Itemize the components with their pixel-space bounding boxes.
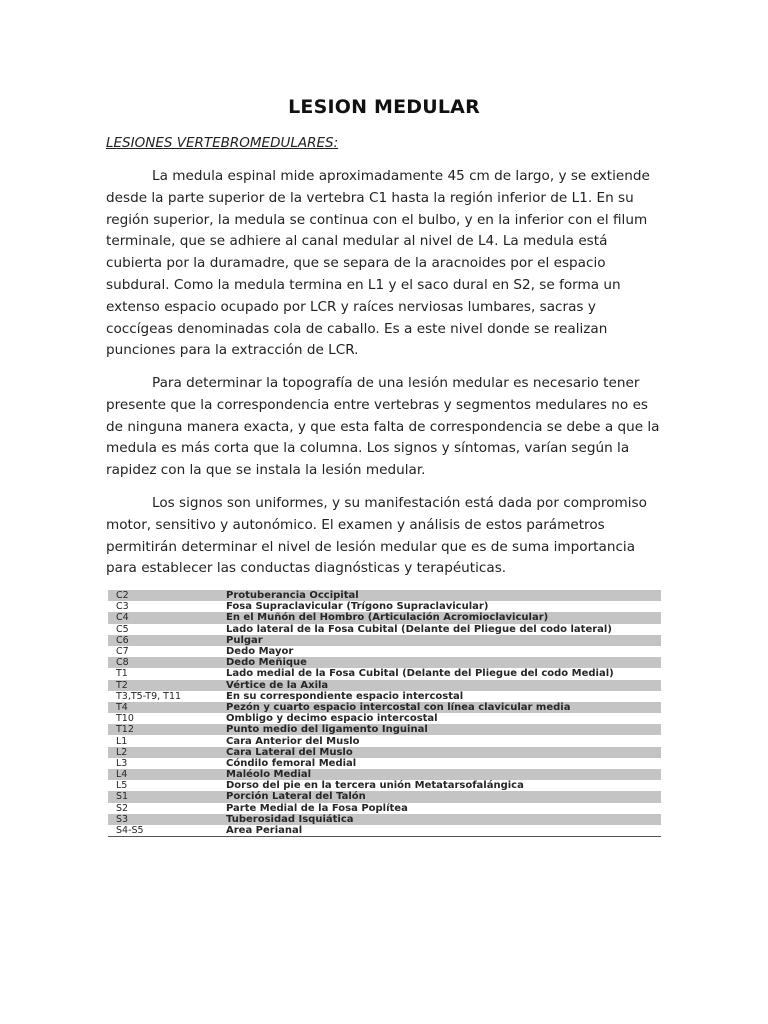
segment-cell: T10: [108, 713, 220, 724]
table-row: [108, 713, 661, 724]
table-row: [108, 803, 661, 814]
page-title: LESION MEDULAR: [288, 96, 480, 118]
landmark-cell: Porción Lateral del Talón: [220, 791, 661, 802]
table-row: [108, 735, 661, 746]
table-row: [108, 758, 661, 769]
segment-cell: C2: [108, 590, 220, 601]
landmark-cell: Protuberancia Occipital: [220, 590, 661, 601]
landmark-cell: Ombligo y decimo espacio intercostal: [220, 713, 661, 724]
segment-cell: C4: [108, 612, 220, 623]
landmark-cell: En el Muñón del Hombro (Articulación Acromioclavicular): [220, 612, 661, 623]
landmark-cell: Vértice de la Axila: [220, 680, 661, 691]
landmark-cell: Área Perianal: [220, 825, 661, 837]
segment-cell: T12: [108, 724, 220, 735]
landmark-cell: Lado lateral de la Fosa Cubital (Delante del Pliegue del codo lateral): [220, 624, 661, 635]
segment-cell: L5: [108, 780, 220, 791]
segment-cell: C7: [108, 646, 220, 657]
landmark-cell: Pezón y cuarto espacio intercostal con línea clavicular media: [220, 702, 661, 713]
table-row: [108, 691, 661, 702]
segment-cell: S2: [108, 803, 220, 814]
paragraph-1: La medula espinal mide aproximadamente 45 cm de largo, y se extiende desde la parte superior de la vertebra C1 hasta la región inferior de L1. En su región superior, la medula se continua con el bulbo, y en la inferior con el filum terminale, que se adhiere al canal medular al nivel de L4. La medula está cubierta por la duramadre, que se separa de la aracnoides por el espacio subdural. Como la medula termina en L1 y el saco dural en S2, se forma un extenso espacio ocupado por LCR y raíces nerviosas lumbares, sacras y coccígeas denominadas cola de caballo. Es a este nivel donde se realizan punciones para la extracción de LCR.: [106, 168, 650, 359]
segment-cell: T4: [108, 702, 220, 713]
landmark-cell: Maléolo Medial: [220, 769, 661, 780]
table-row: [108, 791, 661, 802]
table-row: [108, 814, 661, 825]
segment-cell: C3: [108, 601, 220, 612]
segment-cell: C5: [108, 624, 220, 635]
paragraph-3: Los signos son uniformes, y su manifestación está dada por compromiso motor, sensitivo y autonómico. El examen y análisis de estos parámetros permitirán determinar el nivel de lesión medular que es de suma importancia para establecer las conductas diagnósticas y terapéuticas.: [106, 495, 647, 577]
table-row: [108, 724, 661, 735]
table-row: [108, 657, 661, 668]
segment-cell: L1: [108, 735, 220, 746]
landmark-cell: Pulgar: [220, 635, 661, 646]
segment-cell: C8: [108, 657, 220, 668]
table-row: [108, 590, 661, 601]
segment-cell: L2: [108, 747, 220, 758]
landmark-cell: Cara Lateral del Muslo: [220, 747, 661, 758]
segment-cell: S4-S5: [108, 825, 220, 837]
paragraph-2: Para determinar la topografía de una lesión medular es necesario tener presente que la correspondencia entre vertebras y segmentos medulares no es de ninguna manera exacta, y que esta falta de correspondencia se debe a que la medula es más corta que la columna. Los signos y síntomas, varían según la rapidez con la que se instala la lesión medular.: [106, 375, 660, 479]
segment-cell: S1: [108, 791, 220, 802]
landmark-cell: Cóndilo femoral Medial: [220, 758, 661, 769]
landmark-cell: Cara Anterior del Muslo: [220, 735, 661, 746]
table-row: [108, 702, 661, 713]
table-row: [108, 769, 661, 780]
table-row: [108, 624, 661, 635]
segment-cell: T2: [108, 680, 220, 691]
landmark-cell: Punto medio del ligamento Inguinal: [220, 724, 661, 735]
landmark-cell: Dedo Meñique: [220, 657, 661, 668]
landmark-cell: Fosa Supraclavicular (Trígono Supraclavicular): [220, 601, 661, 612]
table-row: [108, 601, 661, 612]
table-row: [108, 680, 661, 691]
dermatome-table: [108, 590, 661, 837]
segment-cell: L3: [108, 758, 220, 769]
segment-cell: L4: [108, 769, 220, 780]
landmark-cell: Lado medial de la Fosa Cubital (Delante del Pliegue del codo Medial): [220, 668, 661, 679]
segment-cell: T3,T5-T9, T11: [108, 691, 220, 702]
segment-cell: C6: [108, 635, 220, 646]
segment-cell: S3: [108, 814, 220, 825]
table-row: [108, 612, 661, 623]
segment-cell: T1: [108, 668, 220, 679]
landmark-cell: Parte Medial de la Fosa Poplítea: [220, 803, 661, 814]
table-row: [108, 780, 661, 791]
table-row: [108, 747, 661, 758]
table-row: [108, 668, 661, 679]
table-row: [108, 635, 661, 646]
landmark-cell: Tuberosidad Isquiática: [220, 814, 661, 825]
table-row: [108, 646, 661, 657]
landmark-cell: En su correspondiente espacio intercostal: [220, 691, 661, 702]
landmark-cell: Dorso del pie en la tercera unión Metatarsofalángica: [220, 780, 661, 791]
landmark-cell: Dedo Mayor: [220, 646, 661, 657]
table-row: [108, 825, 661, 837]
section-subtitle: LESIONES VERTEBROMEDULARES:: [106, 135, 339, 151]
